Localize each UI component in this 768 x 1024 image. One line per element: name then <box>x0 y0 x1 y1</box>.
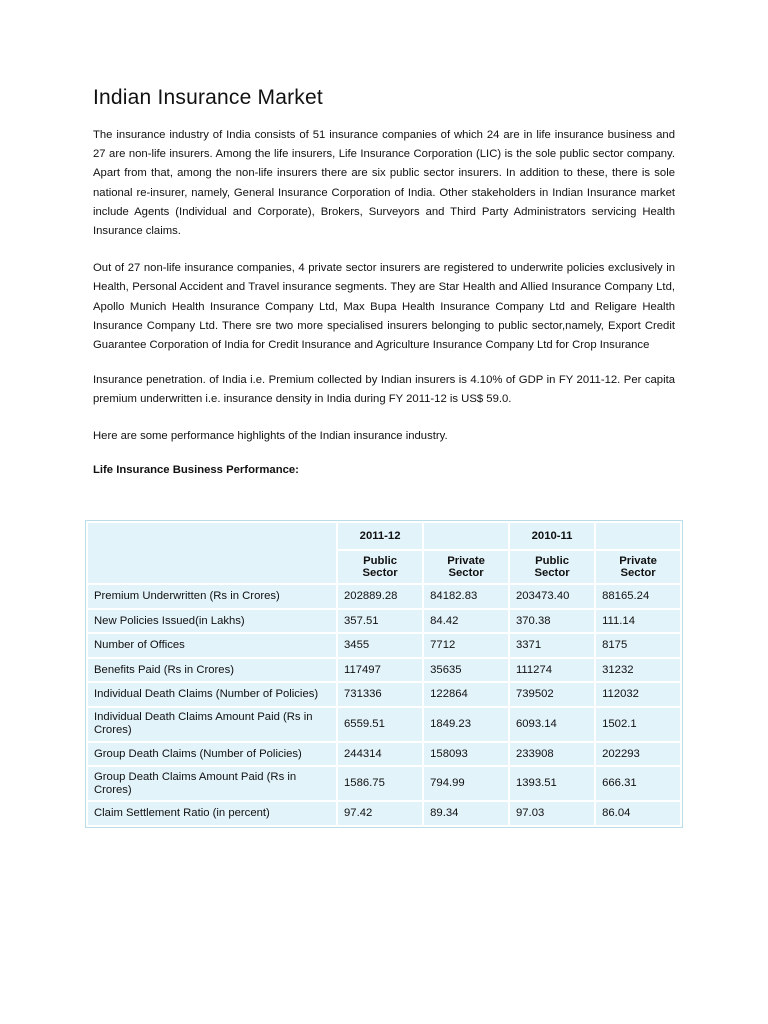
table-cell: 1586.75 <box>338 767 422 800</box>
table-cell: 8175 <box>596 634 680 657</box>
table-cell: 97.42 <box>338 802 422 825</box>
document-page <box>93 86 675 476</box>
table-cell: 158093 <box>424 743 508 766</box>
table-cell: 739502 <box>510 683 594 706</box>
performance-table <box>86 521 682 827</box>
table-cell: 89.34 <box>424 802 508 825</box>
table-cell: 122864 <box>424 683 508 706</box>
column-header: Public Sector <box>338 551 422 583</box>
table-cell: 202293 <box>596 743 680 766</box>
table-cell: 35635 <box>424 659 508 682</box>
table-cell: 7712 <box>424 634 508 657</box>
table-cell: 202889.28 <box>338 585 422 608</box>
year-header-2011-12: 2011-12 <box>338 523 422 549</box>
row-label: Premium Underwritten (Rs in Crores) <box>88 585 336 608</box>
table-year-header-row <box>88 523 680 549</box>
table-cell: 3455 <box>338 634 422 657</box>
row-label: New Policies Issued(in Lakhs) <box>88 610 336 633</box>
table-cell: 117497 <box>338 659 422 682</box>
table-cell: 233908 <box>510 743 594 766</box>
table-row <box>88 634 680 657</box>
table-row <box>88 659 680 682</box>
table-row <box>88 585 680 608</box>
table-cell: 794.99 <box>424 767 508 800</box>
table-cell: 3371 <box>510 634 594 657</box>
table-row <box>88 802 680 825</box>
table-cell: 1393.51 <box>510 767 594 800</box>
table-cell: 111.14 <box>596 610 680 633</box>
table-cell: 84.42 <box>424 610 508 633</box>
table-cell: 203473.40 <box>510 585 594 608</box>
table-cell: 97.03 <box>510 802 594 825</box>
paragraph-overview: The insurance industry of India consists of 51 insurance companies of which 24 are in life insurance business and 27 are non-life insurers. Among the life insurers, Life Insurance Corporation (LIC) is the sole public sector company. Apart from that, among the non-life insurers there are six public sector insurers. In addition to these, there is sole national re-insurer, namely, General Insurance Corporation of India. Other stakeholders in Indian Insurance market include Agents (Individual and Corporate), Brokers, Surveyors and Third Party Administrators servicing Health Insurance claims. <box>93 129 675 238</box>
table-row <box>88 743 680 766</box>
table-cell: 1502.1 <box>596 708 680 741</box>
column-header: Public Sector <box>510 551 594 583</box>
section-heading: Life Insurance Business Performance: <box>93 463 299 476</box>
table-cell: 357.51 <box>338 610 422 633</box>
table-cell: 1849.23 <box>424 708 508 741</box>
life-insurance-performance-table <box>85 520 683 828</box>
table-row <box>88 683 680 706</box>
row-label: Individual Death Claims Amount Paid (Rs in Crores) <box>88 708 336 741</box>
table-cell: 6093.14 <box>510 708 594 741</box>
row-label: Individual Death Claims (Number of Policies) <box>88 683 336 706</box>
row-label: Group Death Claims Amount Paid (Rs in Crores) <box>88 767 336 800</box>
page-title: Indian Insurance Market <box>93 86 323 109</box>
table-row <box>88 708 680 741</box>
table-cell: 112032 <box>596 683 680 706</box>
table-cell: 370.38 <box>510 610 594 633</box>
year-header-2010-11: 2010-11 <box>510 523 594 549</box>
table-cell: 86.04 <box>596 802 680 825</box>
paragraph-penetration: Insurance penetration. of India i.e. Premium collected by Indian insurers is 4.10% of GDP in FY 2011-12. Per capita premium underwritten i.e. insurance density in India during FY 2011-12 is US$ 59.0. <box>93 374 675 406</box>
table-cell: 6559.51 <box>338 708 422 741</box>
row-label: Group Death Claims (Number of Policies) <box>88 743 336 766</box>
table-row <box>88 610 680 633</box>
table-row <box>88 767 680 800</box>
row-label: Number of Offices <box>88 634 336 657</box>
year-header-blank-2 <box>596 523 680 549</box>
paragraph-non-life: Out of 27 non-life insurance companies, 4 private sector insurers are registered to underwrite policies exclusively in Health, Personal Accident and Travel insurance segments. They are Star Health and Allied Insurance Company Ltd, Apollo Munich Health Insurance Company Ltd, Max Bupa Health Insurance Company Ltd and Religare Health Insurance Company Ltd. There sre two more specialised insurers belonging to public sector,namely, Export Credit Guarantee Corporation of India for Credit Insurance and Agriculture Insurance Company Ltd for Crop Insurance <box>93 262 675 352</box>
table-cell: 666.31 <box>596 767 680 800</box>
row-label: Claim Settlement Ratio (in percent) <box>88 802 336 825</box>
row-label: Benefits Paid (Rs in Crores) <box>88 659 336 682</box>
table-corner-cell <box>88 523 336 583</box>
year-header-blank-1 <box>424 523 508 549</box>
table-cell: 111274 <box>510 659 594 682</box>
table-cell: 88165.24 <box>596 585 680 608</box>
table-cell: 244314 <box>338 743 422 766</box>
paragraph-highlights-intro: Here are some performance highlights of the Indian insurance industry. <box>93 429 448 442</box>
column-header: Private Sector <box>424 551 508 583</box>
column-header: Private Sector <box>596 551 680 583</box>
table-cell: 84182.83 <box>424 585 508 608</box>
table-cell: 31232 <box>596 659 680 682</box>
table-cell: 731336 <box>338 683 422 706</box>
